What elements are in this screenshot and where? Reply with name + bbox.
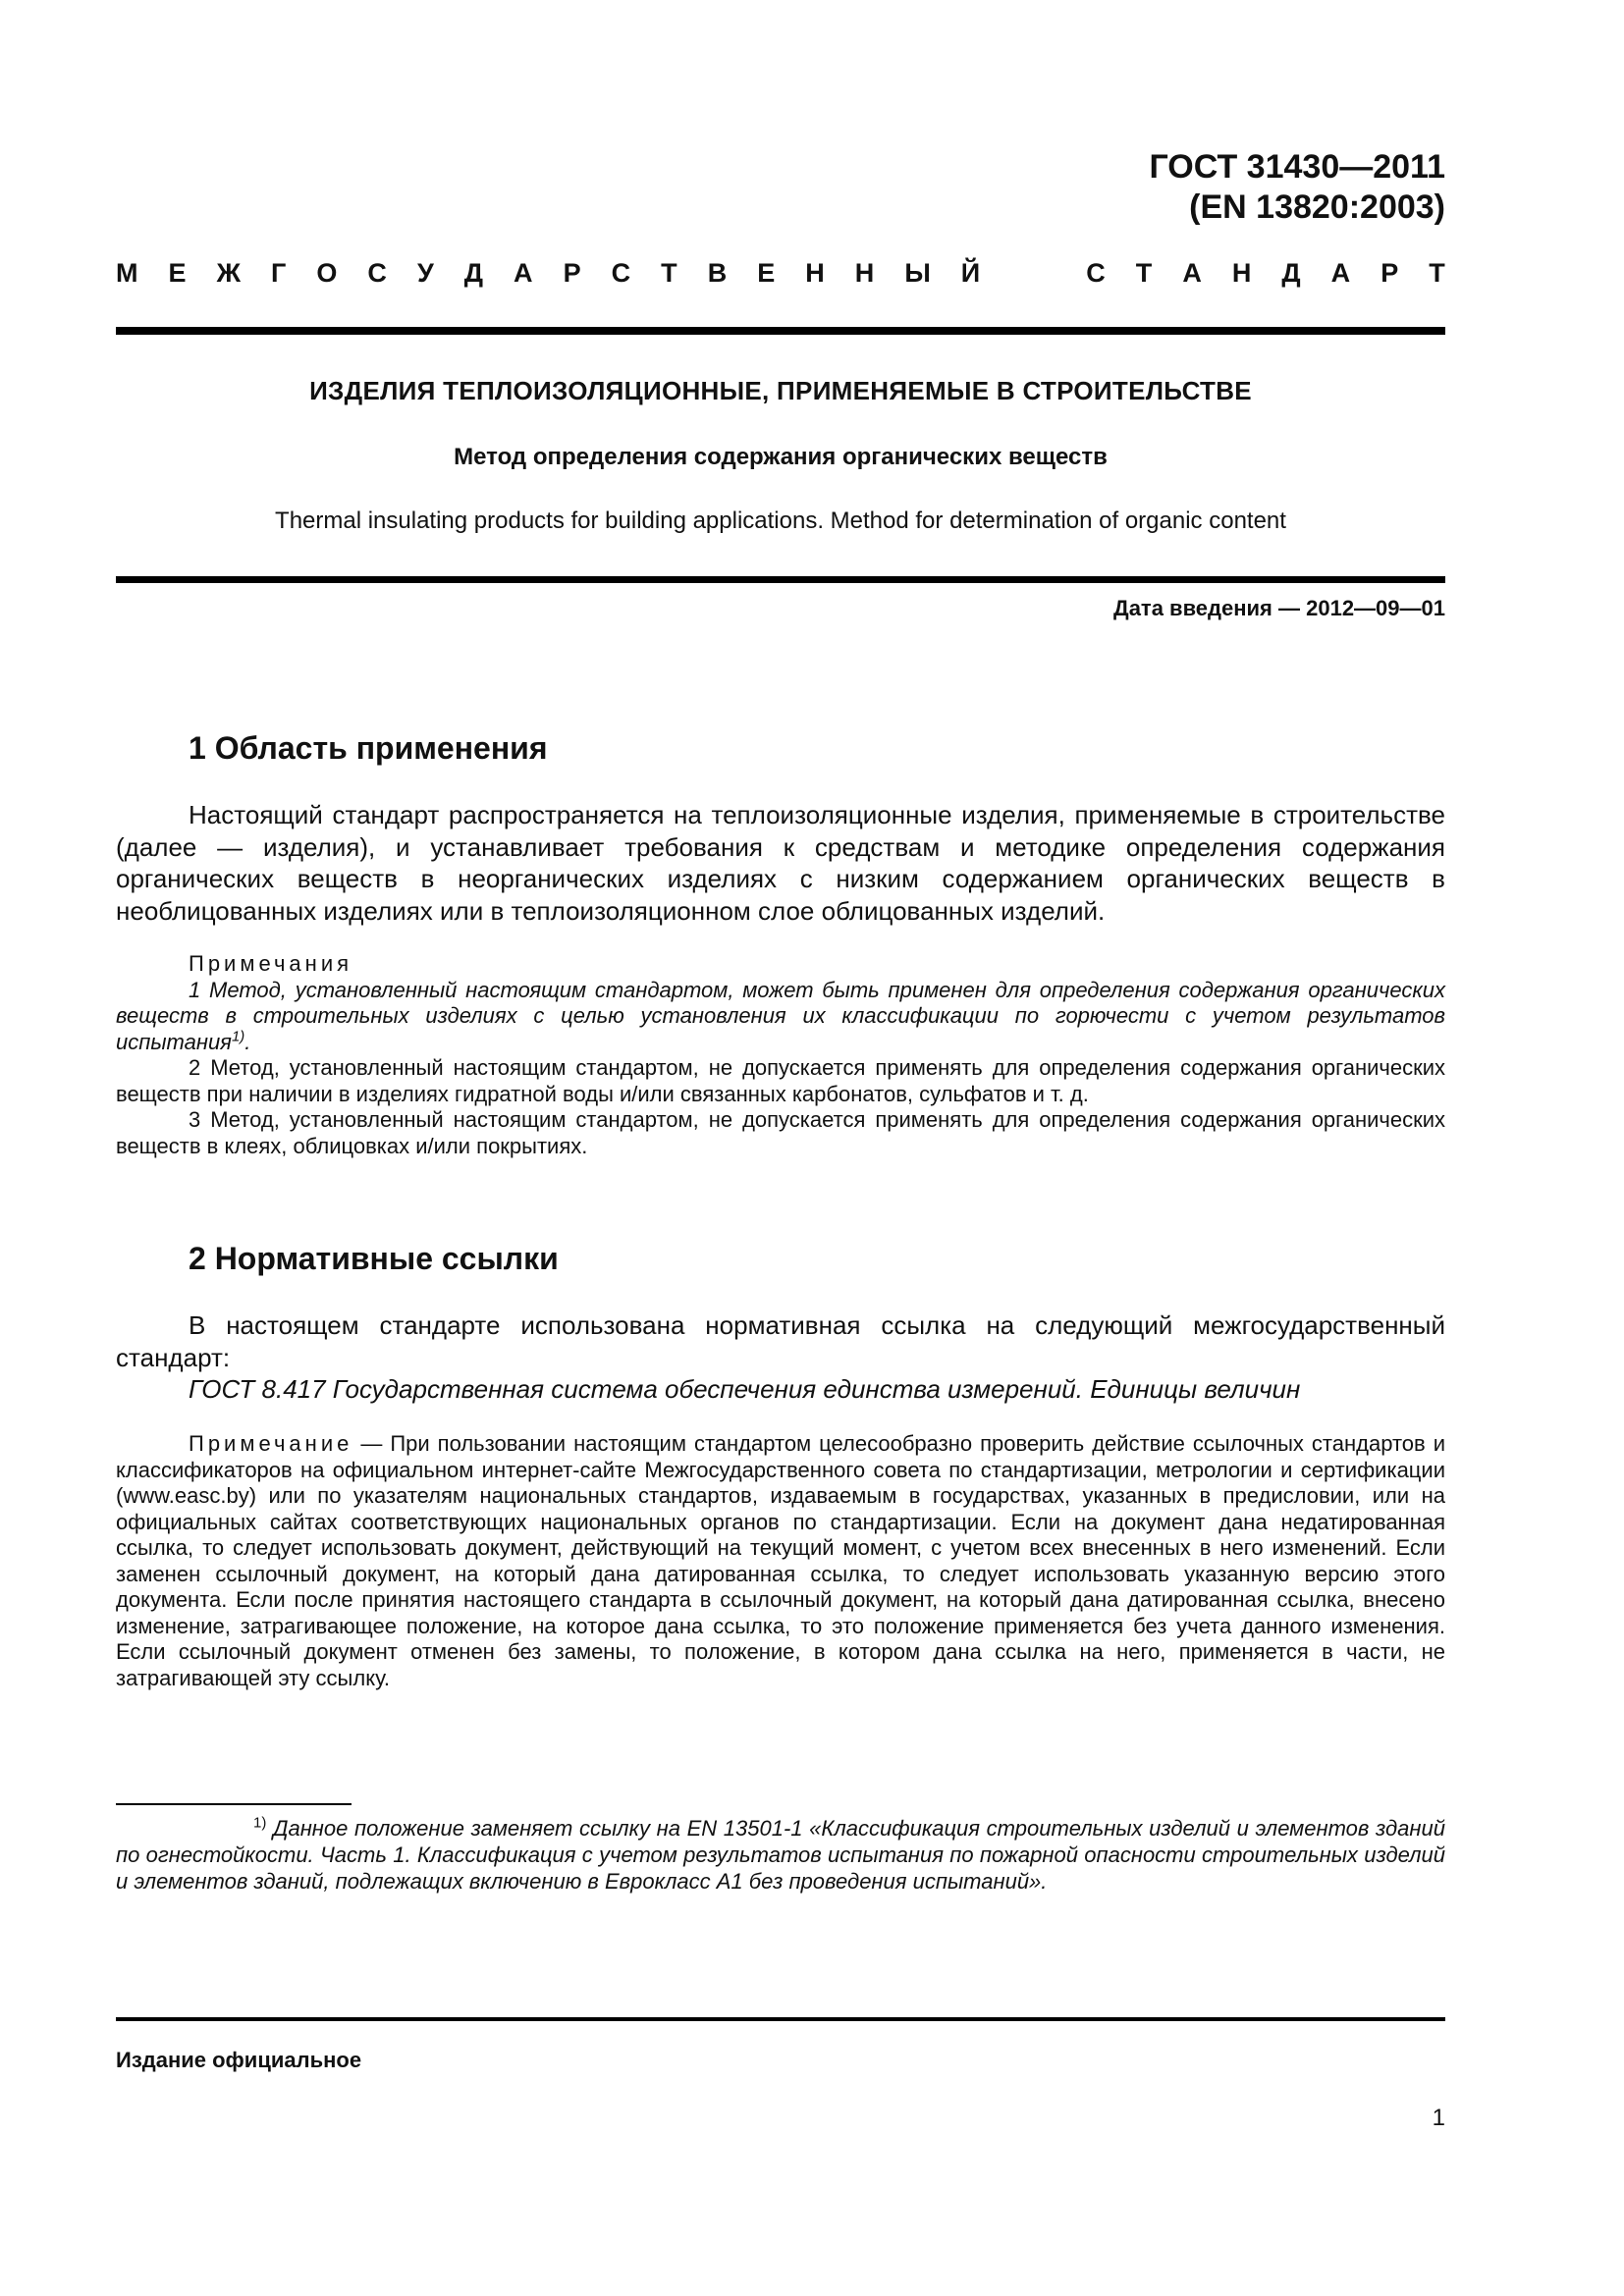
note-label: Примечание: [189, 1431, 353, 1456]
section-1-heading: 1 Область применения: [189, 730, 548, 766]
letter: Г: [271, 258, 287, 288]
letter: Д: [1281, 258, 1301, 288]
letter: Р: [1380, 258, 1399, 288]
letter: С: [1086, 258, 1106, 288]
normative-reference: ГОСТ 8.417 Государственная система обеспечения единства измерений. Единицы величин: [189, 1374, 1301, 1404]
section-1-notes: [116, 951, 1445, 1159]
letter: Ж: [216, 258, 241, 288]
note-1-text: 1 Метод, установленный настоящим стандартом, может быть применен для определения содержания органических веществ в строительных изделиях с целью установления их классификации по горючести с учетом результатов испытания: [116, 977, 1445, 1054]
footer-divider: [116, 2017, 1445, 2021]
note-3: 3 Метод, установленный настоящим стандартом, не допускается применять для определения содержания органических веществ в клеях, облицовках и/или покрытиях.: [116, 1107, 1445, 1158]
letter: Ы: [904, 258, 931, 288]
introduction-date: Дата введения — 2012—09—01: [1113, 596, 1445, 620]
letter: М: [116, 258, 138, 288]
letter: Н: [854, 258, 875, 288]
subtitle: Метод определения содержания органических веществ: [454, 444, 1108, 470]
letter: А: [1182, 258, 1202, 288]
note-2: 2 Метод, установленный настоящим стандартом, не допускается применять для определения содержания органических веществ при наличии в изделиях гидратной воды и/или связанных карбонатов, сульфатов и т. д.: [116, 1055, 1445, 1106]
notes-label: Примечания: [189, 951, 353, 976]
document-number: ГОСТ 31430—2011: [1149, 148, 1445, 186]
footnote: [116, 1815, 1445, 1895]
document-number-block: [1080, 147, 1445, 228]
letter: С: [611, 258, 631, 288]
letter: Т: [1429, 258, 1445, 288]
note-text: — При пользовании настоящим стандартом целесообразно проверить действие ссылочных стандартов и классификаторов на официальном интернет-сайте Межгосударственного совета по стандартизации, метрологии и сертификации (www.easc.by) или по указателям национальных стандартов, издаваемым в государствах, указанных в предисловии, или на официальных сайтах соответствующих национальных органов по стандартизации. Если на документ дана недатированная ссылка, то следует использовать документ, действующий на текущий момент, с учетом всех внесенных в него изменений. Если заменен ссылочный документ, на который дана датированная ссылка, то следует использовать указанную версию этого документа. Если после принятия настоящего стандарта в ссылочный документ, на который дана датированная ссылка, внесено изменение, затрагивающее положение, на которое дана ссылка, то это положение применяется без учета данного изменения. Если ссылочный документ отменен без замены, то положение, в котором дана ссылка на него, применяется в части, не затрагивающей эту ссылку.: [116, 1431, 1445, 1690]
section-2-heading: 2 Нормативные ссылки: [189, 1241, 559, 1276]
page-number: 1: [1432, 2105, 1445, 2131]
section-2-paragraph: В настоящем стандарте использована нормативная ссылка на следующий межгосударственный стандарт:: [116, 1310, 1445, 1372]
letter: Т: [1135, 258, 1153, 288]
footnote-mark: 1): [253, 1814, 267, 1832]
note-1: [116, 978, 1445, 1056]
title-divider: [116, 576, 1445, 583]
letter: Н: [1231, 258, 1252, 288]
footnote-reference[interactable]: 1): [231, 1028, 245, 1045]
footnote-divider: [116, 1803, 352, 1805]
footnote-text: Данное положение заменяет ссылку на EN 13501-1 «Классификация строительных изделий и элементов зданий по огнестойкости. Часть 1. Классификация с учетом результатов испытания по пожарной опасности строительных изделий и элементов зданий, подлежащих включению в Еврокласс А1 без проведения испытаний».: [116, 1816, 1445, 1894]
letter: С: [367, 258, 387, 288]
letter: Е: [168, 258, 187, 288]
header-divider: [116, 327, 1445, 335]
letter: У: [416, 258, 434, 288]
main-title: ИЗДЕЛИЯ ТЕПЛОИЗОЛЯЦИОННЫЕ, ПРИМЕНЯЕМЫЕ В СТРОИТЕЛЬСТВЕ: [309, 376, 1252, 405]
letter: О: [316, 258, 338, 288]
letter: Д: [463, 258, 484, 288]
letter: Й: [960, 258, 981, 288]
letter: Е: [757, 258, 776, 288]
edition-label: Издание официальное: [116, 2048, 362, 2072]
word-gap: [1010, 258, 1056, 297]
section-1-paragraph: Настоящий стандарт распространяется на теплоизоляционные изделия, применяемые в строительстве (далее — изделия), и устанавливает требования к средствам и методике определения содержания органических веществ в неорганических изделиях с низким содержанием органических веществ в необлицованных изделиях или в теплоизоляционном слое облицованных изделий.: [116, 800, 1445, 926]
letter: А: [514, 258, 533, 288]
standard-category-heading: [116, 258, 1445, 297]
english-title: Thermal insulating products for building applications. Method for determination of organic content: [275, 507, 1286, 534]
note-1-end: .: [244, 1029, 251, 1054]
letter: Р: [563, 258, 581, 288]
document-number-en: (EN 13820:2003): [1189, 188, 1445, 226]
letter: В: [707, 258, 728, 288]
section-2-note-paragraph: [116, 1431, 1445, 1691]
letter: А: [1330, 258, 1351, 288]
letter: Т: [661, 258, 677, 288]
letter: Н: [805, 258, 825, 288]
section-2-note: [116, 1431, 1445, 1691]
